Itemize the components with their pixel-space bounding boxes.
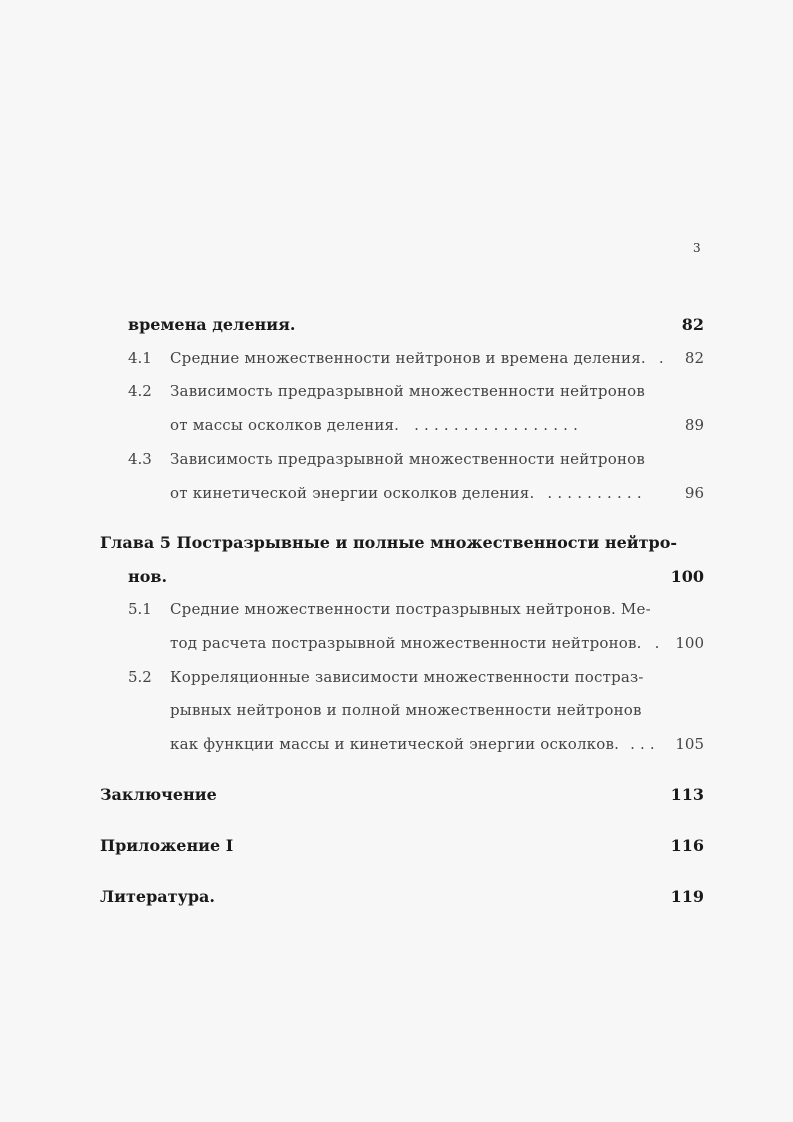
toc-section-4-3-title-line2[interactable] — [170, 484, 642, 502]
toc-chapter-5-title-line1[interactable]: Глава 5 Постразрывные и полные множественности нейтро- — [100, 533, 678, 552]
toc-section-5-2-text: как функции массы и кинетической энергии осколков. — [170, 735, 620, 753]
toc-section-5-1-number: 5.1 — [128, 600, 152, 618]
toc-section-5-2-title-line2[interactable]: рывных нейтронов и полной множественности нейтронов — [170, 701, 642, 719]
toc-section-4-2-title-line2[interactable] — [170, 416, 578, 434]
toc-section-5-2-number: 5.2 — [128, 668, 152, 686]
toc-appendix-title[interactable]: Приложение I — [100, 836, 234, 855]
toc-section-4-1-number: 4.1 — [128, 349, 152, 367]
toc-references-title[interactable]: Литература. — [100, 887, 215, 906]
toc-section-5-2-title-line1[interactable]: Корреляционные зависимости множественности постраз- — [170, 668, 644, 686]
toc-dot-leader: . . . . . . . . . . — [547, 484, 642, 502]
toc-section-5-2-page: 105 — [675, 735, 704, 753]
toc-section-5-1-title-line2[interactable] — [170, 634, 660, 652]
toc-section-4-1-page: 82 — [684, 349, 704, 367]
toc-conclusion-page: 113 — [670, 785, 704, 804]
toc-chapter-5-title-line2[interactable]: нов. — [128, 567, 168, 586]
toc-section-4-1-title[interactable] — [170, 349, 664, 367]
toc-section-4-1-text: Средние множественности нейтронов и времена деления. — [170, 349, 646, 367]
toc-chapter-5-page: 100 — [670, 567, 704, 586]
toc-dot-leader: . — [654, 634, 660, 652]
toc-section-4-2-page: 89 — [684, 416, 704, 434]
toc-section-5-1-title-line1[interactable]: Средние множественности постразрывных нейтронов. Ме- — [170, 600, 651, 618]
page-number: 3 — [693, 241, 701, 255]
toc-section-4-2-number: 4.2 — [128, 382, 152, 400]
toc-section-4-3-text: от кинетической энергии осколков деления. — [170, 484, 535, 502]
toc-dot-leader: . . . — [630, 735, 655, 753]
toc-references-page: 119 — [670, 887, 704, 906]
toc-appendix-page: 116 — [670, 836, 704, 855]
toc-section-5-1-text: тод расчета постразрывной множественности нейтронов. — [170, 634, 642, 652]
toc-dot-leader: . — [658, 349, 664, 367]
toc-section-4-3-number: 4.3 — [128, 450, 152, 468]
toc-section-5-1-page: 100 — [675, 634, 704, 652]
toc-dot-leader: . . . . . . . . . . . . . . . . . — [414, 416, 579, 434]
toc-section-4-2-title-line1[interactable]: Зависимость предразрывной множественности нейтронов — [170, 382, 646, 400]
toc-section-4-2-text: от массы осколков деления. — [170, 416, 400, 434]
toc-chapter-4-title-cont[interactable]: времена деления. — [128, 315, 296, 334]
toc-section-5-2-title-line3[interactable] — [170, 735, 655, 753]
toc-chapter-4-page: 82 — [681, 315, 704, 334]
toc-conclusion-title[interactable]: Заключение — [100, 785, 217, 804]
toc-section-4-3-title-line1[interactable]: Зависимость предразрывной множественности нейтронов — [170, 450, 646, 468]
toc-section-4-3-page: 96 — [684, 484, 704, 502]
